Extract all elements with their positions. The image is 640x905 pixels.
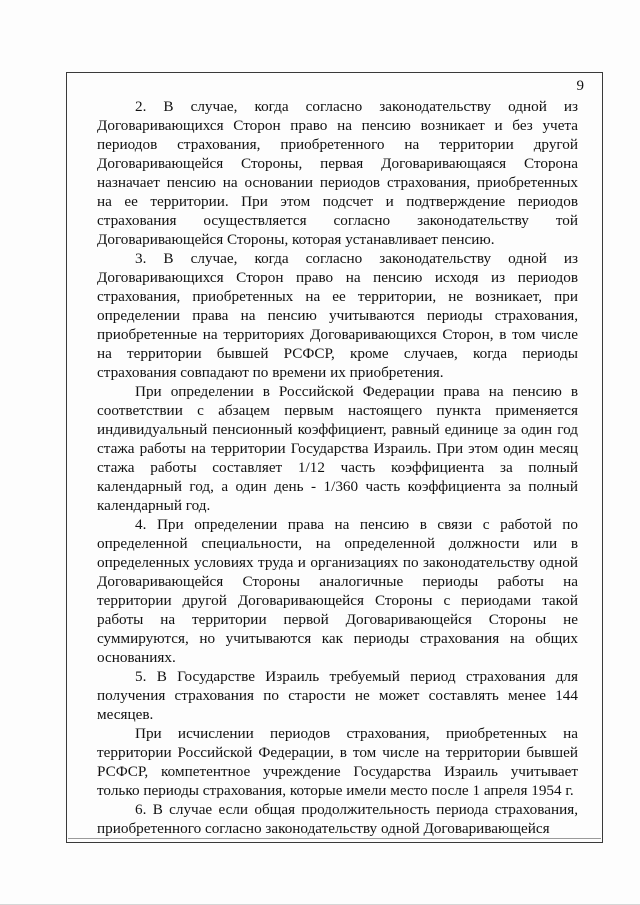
paragraph-clause-3: 3. В случае, когда согласно законодательству одной из Договаривающихся Сторон право на пенсию исходя из периодов страхования, приобретенных на ее территории, не возникает, при определении права на пенсию учитываются периоды страхования, приобретенные на территориях Договаривающихся Сторон, в том числе на территории бывшей РСФСР, кроме случаев, когда периоды страхования совпадают по времени их приобретения. (97, 250, 578, 381)
paragraph-clause-6: 6. В случае если общая продолжительность периода страхования, приобретенного согласно законодательству одной Договаривающейся (97, 801, 578, 837)
paragraph-clause-5: 5. В Государстве Израиль требуемый период страхования для получения страхования по старости не может составлять менее 144 месяцев. (97, 668, 578, 723)
document-body (97, 97, 578, 838)
paragraph-clause-4: 4. При определении права на пенсию в связи с работой по определенной специальности, на определенной должности или в определенных условиях труда и организациях по законодательству одной Договаривающейся Стороны аналогичные периоды работы на территории другой Договаривающейся Стороны с периодами такой работы на территории первой Договаривающейся Стороны не суммируются, но учитываются как периоды страхования на общих основаниях. (97, 516, 578, 666)
page-border-bottom-line (68, 838, 601, 841)
paragraph-clause-5-periods: При исчислении периодов страхования, приобретенных на территории Российской Федерации, в том числе на территории бывшей РСФСР, компетентное учреждение Государства Израиль учитывает только периоды страхования, которые имели место после 1 апреля 1954 г. (97, 725, 578, 799)
paragraph-clause-3-indicator: При определении в Российской Федерации права на пенсию в соответствии с абзацем первым настоящего пункта применяется индивидуальный пенсионный коэффициент, равный единице за один год стажа работы на территории Государства Израиль. При этом один месяц стажа работы составляет 1/12 часть коэффициента за полный календарный год, а один день - 1/360 часть коэффициента за полный календарный год. (97, 383, 578, 514)
page-number: 9 (576, 78, 584, 94)
paragraph-clause-2: 2. В случае, когда согласно законодательству одной из Договаривающихся Сторон право на пенсию возникает и без учета периодов страхования, приобретенного на территории другой Договаривающейся Стороны, первая Договаривающаяся Сторона назначает пенсию на основании периодов страхования, приобретенных на ее территории. При этом подсчет и подтверждение периодов страхования осуществляется согласно законодательству той Договаривающейся Стороны, которая устанавливает пенсию. (97, 98, 578, 248)
